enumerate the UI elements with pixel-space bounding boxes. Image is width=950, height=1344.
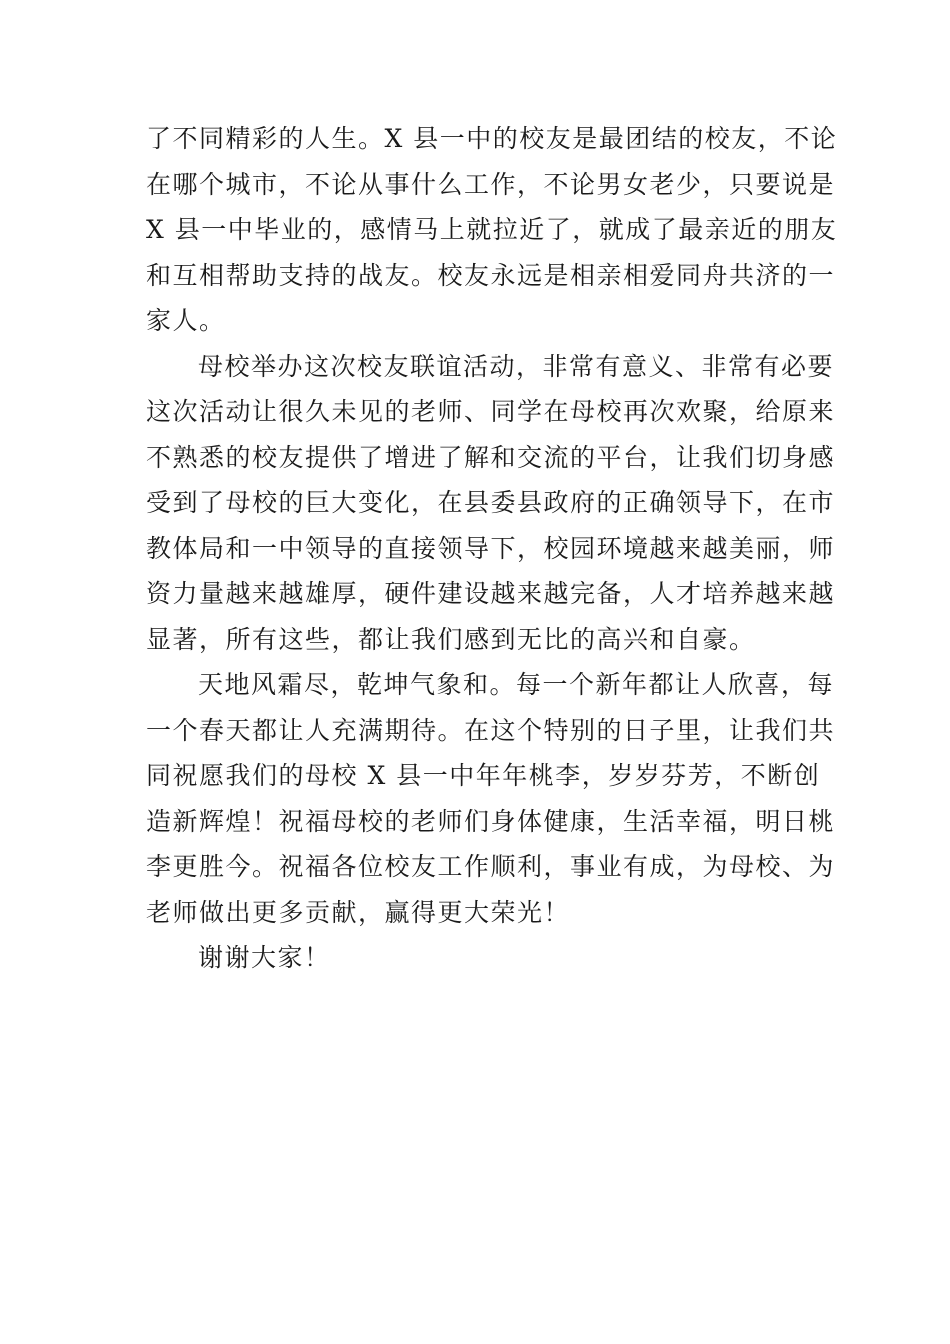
- text-line: 李更胜今。祝福各位校友工作顺利，事业有成，为母校、为: [146, 852, 836, 881]
- paragraph: [146, 116, 838, 344]
- text-line: 母校举办这次校友联谊活动，非常有意义、非常有必要: [198, 351, 835, 381]
- text-line: 教体局和一中领导的直接领导下，校园环境越来越美丽，师: [146, 533, 836, 563]
- text-line: 老师做出更多贡献，赢得更大荣光！: [146, 897, 571, 927]
- text-line: 了不同精彩的人生。X 县一中的校友是最团结的校友，不论: [146, 124, 838, 153]
- text-line: 这次活动让很久未见的老师、同学在母校再次欢聚，给原来: [146, 397, 836, 426]
- text-line: 家人。: [146, 306, 226, 335]
- text-line: X 县一中毕业的，感情马上就拉近了，就成了最亲近的朋友: [146, 215, 838, 244]
- text-line: 资力量越来越雄厚，硬件建设越来越完备，人才培养越来越: [146, 579, 836, 608]
- text-line: 同祝愿我们的母校 X 县一中年年桃李，岁岁芬芳，不断创: [146, 761, 821, 790]
- paragraph: [146, 662, 836, 935]
- text-line: 在哪个城市，不论从事什么工作，不论男女老少，只要说是: [146, 169, 836, 199]
- text-line: 造新辉煌！祝福母校的老师们身体健康，生活幸福，明日桃: [146, 806, 836, 836]
- text-line: 天地风霜尽，乾坤气象和。每一个新年都让人欣喜，每: [198, 670, 835, 699]
- text-line: 不熟悉的校友提供了增进了解和交流的平台，让我们切身感: [146, 442, 836, 472]
- text-line: 谢谢大家！: [198, 943, 331, 972]
- text-line: 显著，所有这些，都让我们感到无比的高兴和自豪。: [146, 624, 756, 654]
- paragraph: [146, 935, 810, 981]
- text-line: 和互相帮助支持的战友。校友永远是相亲相爱同舟共济的一: [146, 260, 836, 290]
- paragraph: [146, 344, 836, 663]
- text-line: 受到了母校的巨大变化，在县委县政府的正确领导下，在市: [146, 488, 836, 517]
- document-body: [146, 116, 838, 981]
- text-line: 一个春天都让人充满期待。在这个特别的日子里，让我们共: [146, 715, 836, 745]
